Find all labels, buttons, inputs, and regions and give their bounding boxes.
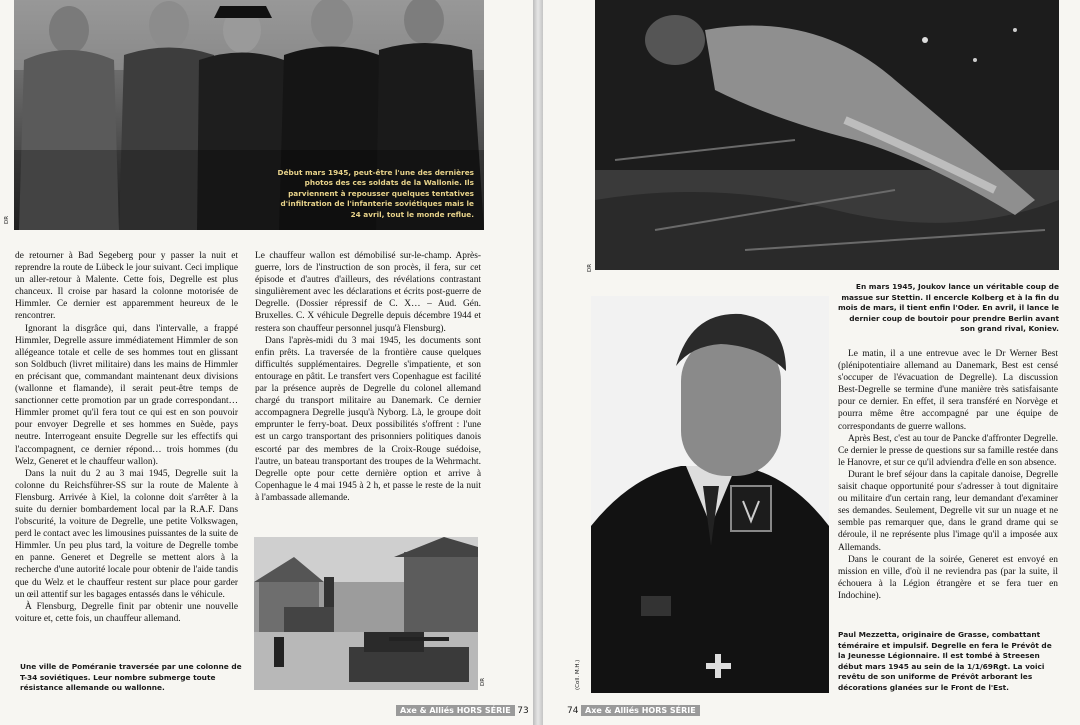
page-number: 73 <box>517 706 529 716</box>
top-photo-credit: DR <box>4 215 10 224</box>
page-gutter <box>533 0 543 725</box>
portrait-credit: (Coll. M.H.) <box>575 659 581 690</box>
paragraph: Ignorant la disgrâce qui, dans l'intervalle, a frappé Himmler, Degrelle assure immédiatement Himmler de son allégeance totale et celle de ses hommes tout en glissant son Soldbuch (livret militaire) dans les mains de Himmler en précisant que, commandant maintenant deux divisions (wallonne et flamande), il serait peut-être temps de sanctionner cette promotion par un grade correspondant… Himmler promet qu'il fera tout ce qui est en son pouvoir pour envoyer Degrelle et ses hommes en Suède, pays neutre. Interrogeant ensuite Degrelle sur les effectifs qui l'accompagnent, ce dernier répond… trois hommes (du Welz, Generet et le chauffeur wallon). <box>15 323 238 467</box>
paragraph: Dans le courant de la soirée, Generet est envoyé en mission en ville, d'où il ne reviendra pas (par la suite, il échouera à la Légion étrangère et se fera tuer en Indochine). <box>838 554 1058 601</box>
left-footer <box>396 706 529 716</box>
paragraph: de retourner à Bad Segeberg pour y passer la nuit et reprendre la route de Lübeck le jour suivant. Ceci implique un aller-retour à Malente. Cette fois, Degrelle est plus chanceux. Il croise par hasard la colonne motorisée de Himmler. Ce dernier est apparemment heureux de le rencontrer. <box>15 251 238 322</box>
paragraph: À Flensburg, Degrelle finit par obtenir une nouvelle voiture et, cette fois, un chauffeur allemand. <box>15 601 238 624</box>
paragraph: Après Best, c'est au tour de Pancke d'affronter Degrelle. Ce dernier le presse de questions sur sa famille restée dans le Hanovre, et sur ce qu'il adviendra d'elle en son absence. <box>838 433 1058 468</box>
right-footer <box>567 706 700 716</box>
portrait-photo <box>591 296 829 693</box>
top-photo-caption: En mars 1945, Joukov lance un véritable coup de massue sur Stettin. Il encercle Kolberg et à la fin du mois de mars, il tient enfin l'Oder. En avril, il lance le dernier coup de boutoir pour prendre Berlin avant son grand rival, Koniev. <box>837 282 1059 334</box>
paragraph: Dans l'après-midi du 3 mai 1945, les documents sont enfin prêts. La traversée de la frontière cause quelques difficultés supplémentaires. Degrelle s'impatiente, et son entourage en pâtit. Le transfert vers Copenhague est facilité par la présence auprès de Degrelle du colonel allemand chargé du transport militaire au Danemark. Ce dernier accompagnera Degrelle jusqu'à Nyborg. Là, le groupe doit emprunter le ferry-boat. Deux possibilités s'offrent : l'une est un cargo transportant des prisonniers politiques danois escorté par des membres de la Croix-Rouge suédoise, l'autre, un bateau transportant des troupes de la Wehrmacht. Degrelle opte pour cette dernière option et arrive à Copenhague le 4 mai 1945 à 2 h, et passe le reste de la nuit à l'ambassade allemande. <box>255 335 481 503</box>
top-photo-credit: DR <box>587 263 593 272</box>
portrait-caption: Paul Mezzetta, originaire de Grasse, combattant téméraire et impulsif. Degrelle en fera le Prévôt de la Jeunesse Légionnaire. Il est tombé à Streesen début mars 1945 au sein de la 1/1/69Rgt. La voici revêtu de son uniforme de Prévôt arborant les décorations glanées sur le Front de l'Est. <box>838 630 1052 692</box>
magazine-name: Axe & Alliés HORS SÉRIE <box>396 705 515 716</box>
tank-column-photo <box>254 537 478 690</box>
text-column-1 <box>15 250 238 625</box>
paragraph: Dans la nuit du 2 au 3 mai 1945, Degrelle suit la colonne du Reichsführer-SS sur la route de Malente à Flensburg. Arrivée à Kiel, la colonne doit s'arrêter à la suite du dernier bombardement local par la R.A.F. Dans l'obscurité, la voiture de Degrelle, une petite Volkswagen, perd le contact avec les limousines puissantes de la suite de Himmler. Un peu plus tard, la voiture de Degrelle tombe en panne. Generet et Degrelle se mettent alors à la recherche d'une autorité locale pour obtenir de l'aide tandis que du Welz et le chauffeur restent sur place pour garder un œil attentif sur les bagages entassés dans le véhicule. <box>15 468 238 600</box>
paragraph: Le chauffeur wallon est démobilisé sur-le-champ. Après-guerre, lors de l'instruction de son procès, il fera, sur cet épisode et d'autres d'ailleurs, des révélations contrastant singulièrement avec les déclarations et écrits post-guerre de Degrelle. (Dossier répressif de C. X… – Aud. Gén. Bruxelles. C. X véhicule Degrelle depuis décembre 1944 et restera son chauffeur personnel jusqu'à Flensburg). <box>255 251 481 334</box>
bottom-photo-caption: Une ville de Poméranie traversée par une colonne de T-34 soviétiques. Leur nombre submerge toute résistance allemande ou wallonne. <box>20 662 242 693</box>
text-column-2 <box>255 250 481 504</box>
top-photo-caption: Début mars 1945, peut-être l'une des dernières photos des ces soldats de la Wallonie. Ils parviennent à repousser quelques tentatives d'infiltration de l'infanterie soviétiques mais le 24 avril, tout le monde reflue. <box>277 168 474 219</box>
text-column <box>838 348 1058 602</box>
bottom-photo-credit: DR <box>480 677 486 686</box>
paragraph: Le matin, il a une entrevue avec le Dr Werner Best (plénipotentiaire allemand au Danemark, Best est censé s'occuper de l'évacuation de Degrelle). La discussion Best-Degrelle se termine d'une manière très satisfaisante pour ce dernier. En effet, il sera transféré en Norvège et pourra même être accompagné par une équipe de correspondants de guerre wallons. <box>838 349 1058 432</box>
paragraph: Durant le bref séjour dans la capitale danoise, Degrelle saisit chaque opportunité pour s'adresser à tout dignitaire ou militaire d'un certain rang, leur demandant d'examiner ses demandes. Seulement, Degrelle vit sur un nuage et ne semble pas remarquer que, dans le grand drame qui se déroule, il ne représente plus l'image qu'il a imposée aux Allemands. <box>838 469 1058 553</box>
fallen-soldier-photo <box>595 0 1059 270</box>
page-number: 74 <box>567 706 579 716</box>
right-page <box>543 0 1080 725</box>
left-page <box>0 0 533 725</box>
magazine-name: Axe & Alliés HORS SÉRIE <box>581 705 700 716</box>
